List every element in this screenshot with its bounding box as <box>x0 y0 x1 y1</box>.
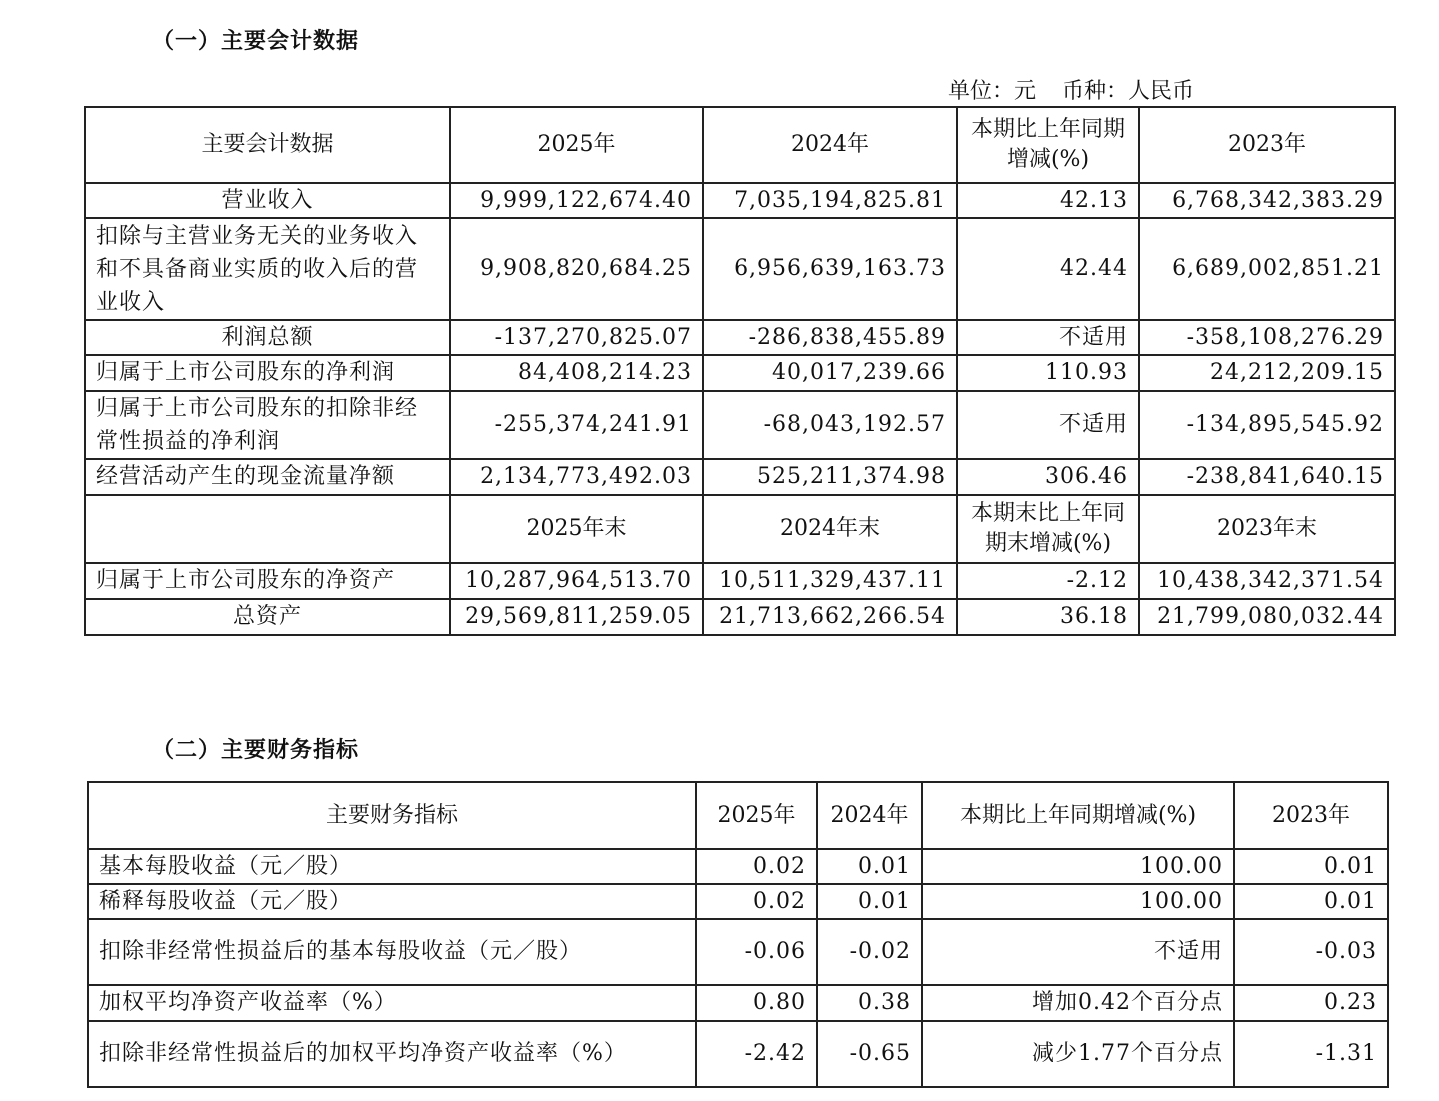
table-row <box>85 459 1395 495</box>
table-row <box>85 355 1395 391</box>
value-cell: -0.65 <box>817 1021 922 1087</box>
value-cell: 110.93 <box>957 355 1139 391</box>
value-cell: 100.00 <box>922 849 1234 884</box>
header-cell: 主要财务指标 <box>88 782 696 849</box>
header-cell: 2024年 <box>703 107 957 183</box>
value-cell: 525,211,374.98 <box>703 459 957 495</box>
section-title-accounting-data: （一）主要会计数据 <box>152 29 360 54</box>
value-cell: 42.44 <box>957 218 1139 320</box>
header-cell: 本期比上年同期增减(%) <box>922 782 1234 849</box>
header-cell: 主要会计数据 <box>85 107 450 183</box>
value-cell: 36.18 <box>957 599 1139 635</box>
value-cell: 9,999,122,674.40 <box>450 183 703 218</box>
header-cell: 本期比上年同期增减(%) <box>957 107 1139 183</box>
row-label: 扣除与主营业务无关的业务收入和不具备商业实质的收入后的营业收入 <box>85 218 450 320</box>
header-cell: 2024年 <box>817 782 922 849</box>
value-cell: 6,768,342,383.29 <box>1139 183 1395 218</box>
value-cell: -0.06 <box>696 919 817 985</box>
value-cell: 42.13 <box>957 183 1139 218</box>
row-label: 归属于上市公司股东的扣除非经常性损益的净利润 <box>85 391 450 459</box>
value-cell: -2.12 <box>957 563 1139 599</box>
value-cell: 0.01 <box>1234 884 1388 919</box>
value-cell: 306.46 <box>957 459 1139 495</box>
value-cell: 不适用 <box>957 320 1139 355</box>
subheader-cell: 2025年末 <box>450 495 703 563</box>
value-cell: 10,438,342,371.54 <box>1139 563 1395 599</box>
header-cell: 2023年 <box>1234 782 1388 849</box>
value-cell: 0.23 <box>1234 985 1388 1021</box>
value-cell: 2,134,773,492.03 <box>450 459 703 495</box>
value-cell: -137,270,825.07 <box>450 320 703 355</box>
value-cell: 0.01 <box>1234 849 1388 884</box>
value-cell: 0.02 <box>696 884 817 919</box>
value-cell: 0.38 <box>817 985 922 1021</box>
section-title-financial-indicators: （二）主要财务指标 <box>152 738 360 763</box>
row-label: 总资产 <box>85 599 450 635</box>
table-row <box>88 849 1388 884</box>
value-cell: 24,212,209.15 <box>1139 355 1395 391</box>
table-row <box>88 884 1388 919</box>
accounting-data-table <box>84 106 1396 636</box>
currency-label: 币种：人民币 <box>1062 79 1195 104</box>
value-cell: -0.03 <box>1234 919 1388 985</box>
table-header-row <box>85 107 1395 183</box>
subheader-cell: 本期末比上年同期末增减(%) <box>957 495 1139 563</box>
table-row <box>85 599 1395 635</box>
value-cell: 40,017,239.66 <box>703 355 957 391</box>
table-row <box>85 320 1395 355</box>
row-label: 加权平均净资产收益率（%） <box>88 985 696 1021</box>
value-cell: -255,374,241.91 <box>450 391 703 459</box>
value-cell: -134,895,545.92 <box>1139 391 1395 459</box>
table-row <box>85 563 1395 599</box>
value-cell: 21,713,662,266.54 <box>703 599 957 635</box>
row-label: 经营活动产生的现金流量净额 <box>85 459 450 495</box>
value-cell: 10,511,329,437.11 <box>703 563 957 599</box>
table-row <box>85 183 1395 218</box>
table-header-row <box>88 782 1388 849</box>
value-cell: 10,287,964,513.70 <box>450 563 703 599</box>
value-cell: 7,035,194,825.81 <box>703 183 957 218</box>
row-label: 基本每股收益（元／股） <box>88 849 696 884</box>
header-cell: 2025年 <box>696 782 817 849</box>
value-cell: 0.80 <box>696 985 817 1021</box>
table-row <box>88 919 1388 985</box>
value-cell: 不适用 <box>922 919 1234 985</box>
row-label: 利润总额 <box>85 320 450 355</box>
subheader-cell: 2024年末 <box>703 495 957 563</box>
value-cell: 增加0.42个百分点 <box>922 985 1234 1021</box>
unit-label: 单位：元 <box>948 79 1037 104</box>
row-label: 扣除非经常性损益后的加权平均净资产收益率（%） <box>88 1021 696 1087</box>
value-cell: 减少1.77个百分点 <box>922 1021 1234 1087</box>
row-label: 归属于上市公司股东的净资产 <box>85 563 450 599</box>
value-cell: -68,043,192.57 <box>703 391 957 459</box>
header-cell: 2023年 <box>1139 107 1395 183</box>
row-label: 扣除非经常性损益后的基本每股收益（元／股） <box>88 919 696 985</box>
row-label: 稀释每股收益（元／股） <box>88 884 696 919</box>
value-cell: 0.02 <box>696 849 817 884</box>
value-cell: 84,408,214.23 <box>450 355 703 391</box>
table-row <box>88 985 1388 1021</box>
subheader-cell <box>85 495 450 563</box>
value-cell: -238,841,640.15 <box>1139 459 1395 495</box>
value-cell: 6,689,002,851.21 <box>1139 218 1395 320</box>
unit-line <box>948 74 1194 105</box>
value-cell: -1.31 <box>1234 1021 1388 1087</box>
value-cell: 100.00 <box>922 884 1234 919</box>
header-cell: 2025年 <box>450 107 703 183</box>
value-cell: -358,108,276.29 <box>1139 320 1395 355</box>
financial-indicators-table <box>87 781 1389 1088</box>
value-cell: -286,838,455.89 <box>703 320 957 355</box>
value-cell: 0.01 <box>817 849 922 884</box>
value-cell: -2.42 <box>696 1021 817 1087</box>
table-subheader-row <box>85 495 1395 563</box>
value-cell: 9,908,820,684.25 <box>450 218 703 320</box>
row-label: 营业收入 <box>85 183 450 218</box>
table-row <box>88 1021 1388 1087</box>
row-label: 归属于上市公司股东的净利润 <box>85 355 450 391</box>
value-cell: 29,569,811,259.05 <box>450 599 703 635</box>
value-cell: 21,799,080,032.44 <box>1139 599 1395 635</box>
value-cell: 0.01 <box>817 884 922 919</box>
table-row <box>85 218 1395 320</box>
value-cell: -0.02 <box>817 919 922 985</box>
table-row <box>85 391 1395 459</box>
subheader-cell: 2023年末 <box>1139 495 1395 563</box>
value-cell: 6,956,639,163.73 <box>703 218 957 320</box>
value-cell: 不适用 <box>957 391 1139 459</box>
